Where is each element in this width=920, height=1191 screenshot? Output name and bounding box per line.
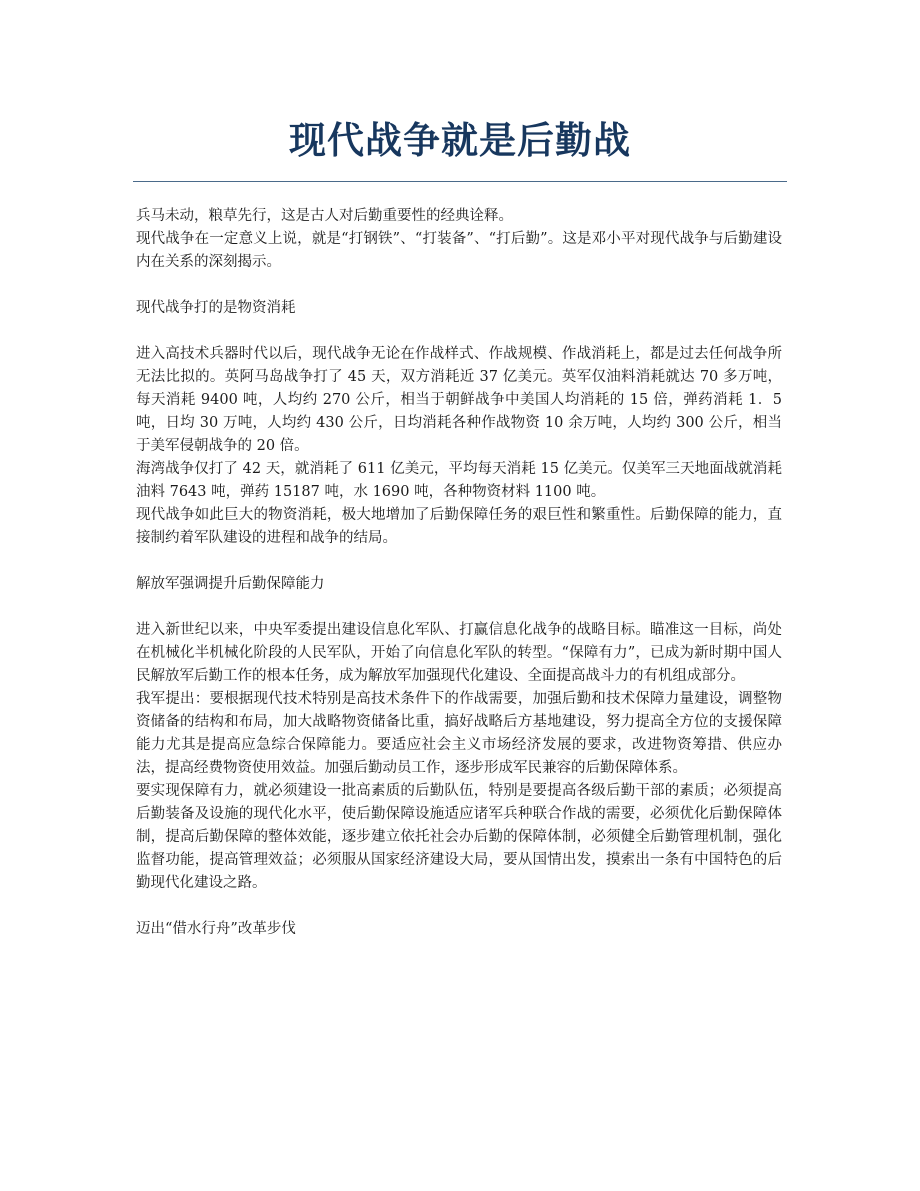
section-heading: 迈出“借水行舟”改革步伐 [136, 921, 296, 937]
paragraph: 现代战争在一定意义上说，就是“打钢铁”、“打装备”、“打后勤”。这是邓小平对现代战争与后勤建设内在关系的深刻揭示。 [136, 231, 782, 270]
section-heading: 解放军强调提升后勤保障能力 [136, 576, 325, 592]
paragraph: 现代战争如此巨大的物资消耗，极大地增加了后勤保障任务的艰巨性和繁重性。后勤保障的能力，直接制约着军队建设的进程和战争的结局。 [136, 507, 782, 546]
paragraph: 进入新世纪以来，中央军委提出建设信息化军队、打赢信息化战争的战略目标。瞄准这一目标，尚处在机械化半机械化阶段的人民军队，开始了向信息化军队的转型。“保障有力”，已成为新时期中国人民解放军后勤工作的根本任务，成为解放军加强现代化建设、全面提高战斗力的有机组成部分。 [136, 622, 782, 684]
document-body [136, 205, 782, 941]
paragraph: 海湾战争仅打了 42 天，就消耗了 611 亿美元，平均每天消耗 15 亿美元。仅美军三天地面战就消耗油料 7643 吨，弹药 15187 吨，水 1690 吨，各种物资材料 1100 吨。 [136, 461, 782, 500]
paragraph: 进入高技术兵器时代以后，现代战争无论在作战样式、作战规模、作战消耗上，都是过去任何战争所无法比拟的。英阿马岛战争打了 45 天，双方消耗近 37 亿美元。英军仅油料消耗就达 70 多万吨，每天消耗 9400 吨，人均约 270 公斤，相当于朝鲜战争中美国人均消耗的 15 倍，弹药消耗 1．5 吨，日均 30 万吨，人均约 430 公斤，日均消耗各种作战物资 10 余万吨，人均约 300 公斤，相当于美军侵朝战争的 20 倍。 [136, 346, 782, 454]
paragraph: 要实现保障有力，就必须建设一批高素质的后勤队伍，特别是要提高各级后勤干部的素质；必须提高后勤装备及设施的现代化水平，使后勤保障设施适应诸军兵种联合作战的需要，必须优化后勤保障体制，提高后勤保障的整体效能，逐步建立依托社会办后勤的保障体制，必须健全后勤管理机制，强化监督功能，提高管理效益；必须服从国家经济建设大局，要从国情出发，摸索出一条有中国特色的后勤现代化建设之路。 [136, 783, 782, 891]
section-heading: 现代战争打的是物资消耗 [136, 300, 296, 316]
paragraph: 兵马未动，粮草先行，这是古人对后勤重要性的经典诠释。 [136, 208, 513, 224]
document-title: 现代战争就是后勤战 [289, 119, 631, 162]
title-divider [133, 181, 787, 182]
paragraph: 我军提出：要根据现代技术特别是高技术条件下的作战需要，加强后勤和技术保障力量建设，调整物资储备的结构和布局，加大战略物资储备比重，搞好战略后方基地建设，努力提高全方位的支援保障能力尤其是提高应急综合保障能力。要适应社会主义市场经济发展的要求，改进物资筹措、供应办法，提高经费物资使用效益。加强后勤动员工作，逐步形成军民兼容的后勤保障体系。 [136, 691, 782, 776]
